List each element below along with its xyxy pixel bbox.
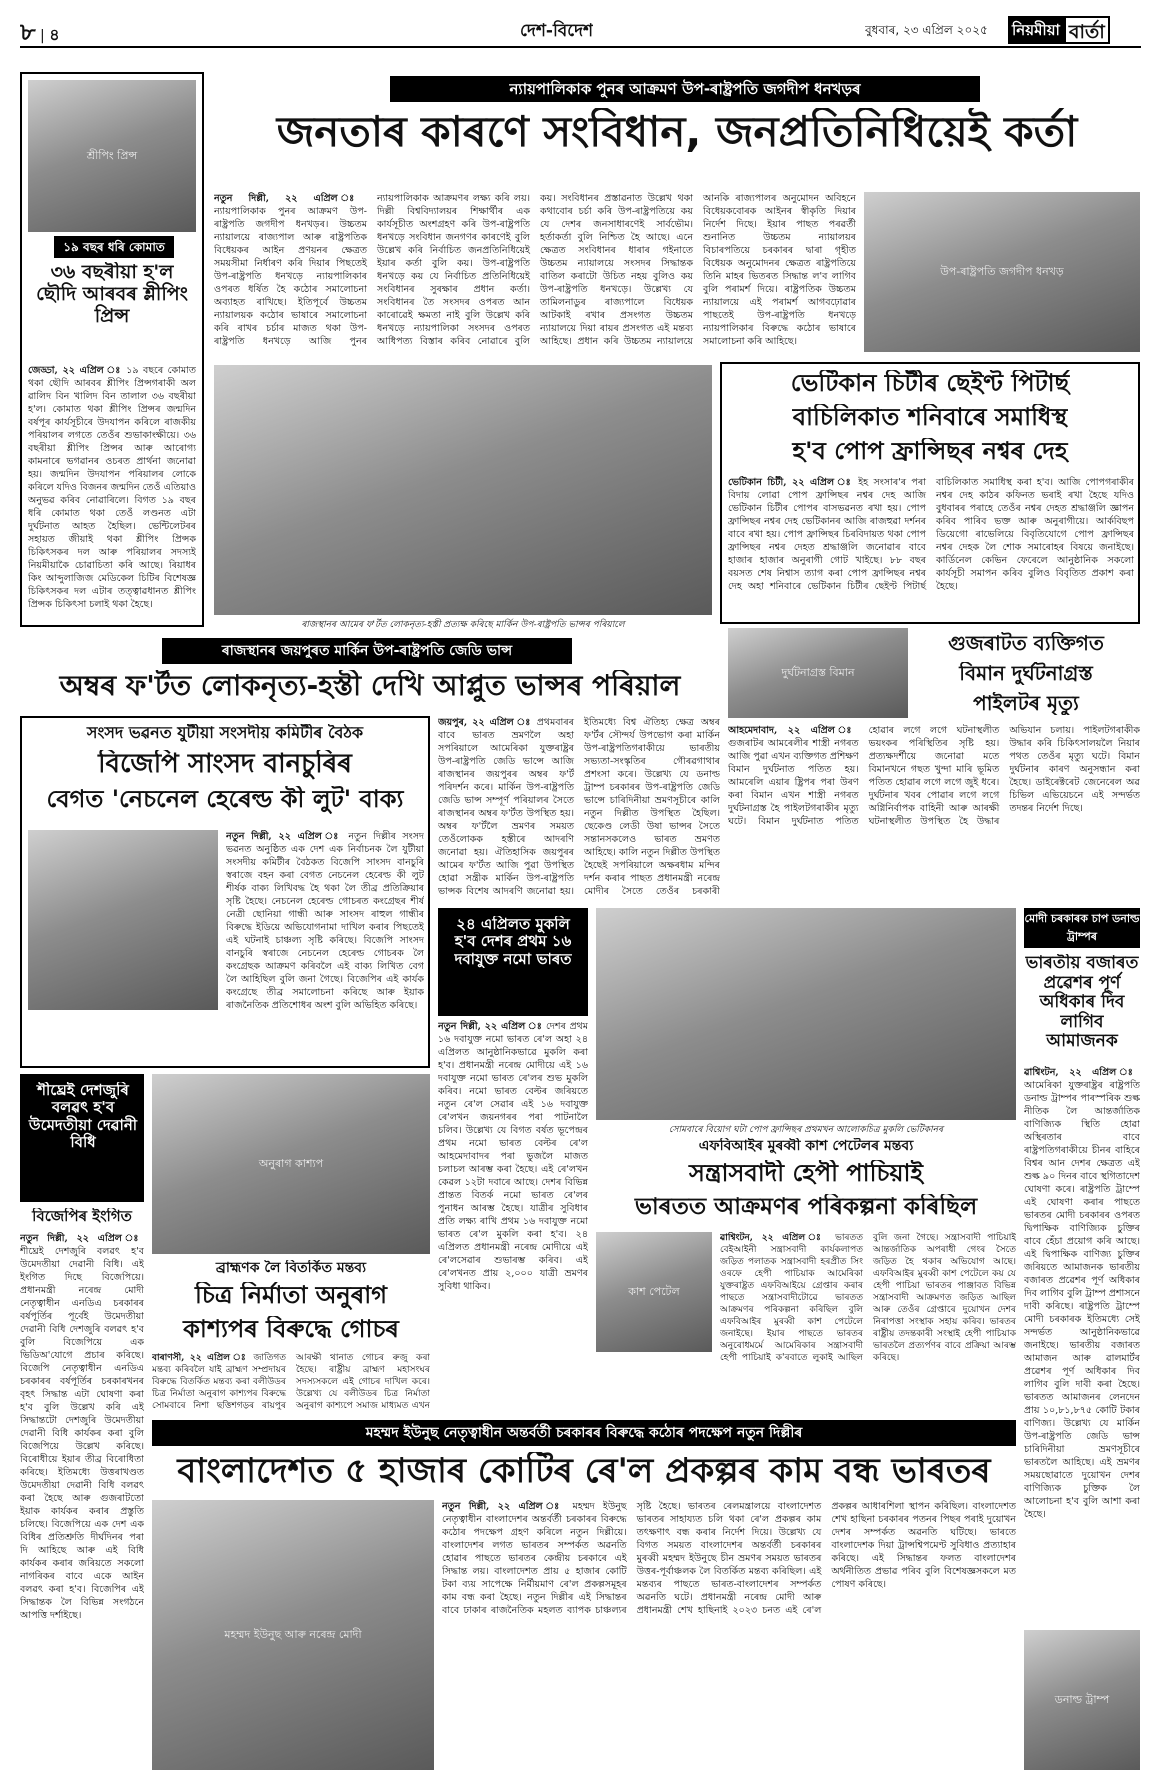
section-name: দেশ-বিদেশ [520,21,594,41]
bangladesh-photo [152,1500,434,1770]
top-body-text: ন্যায়পালিকাক পুনৰ আক্ৰমণ উপ-ৰাষ্ট্ৰপতি জগদীপ ধনখড়ৰ। উচ্চতম ন্যায়ালয়ে ৰাজ্যপাল আৰু ৰাষ্ট্ৰপতিক বিধেয়কৰ আইন প্ৰণয়নৰ ক্ষেত্ৰত সময়সীমা নিৰ্ধাৰণ কৰি দিয়াৰ পিছতেই উপ-ৰাষ্ট্ৰপতি ধনখড়ে ন্যায়পালিকাৰ ওপৰত ধৰ্ষিত হৈ কঠোৰ সমালোচনা অব্যাহত ৰাখিছে। ইতিপূৰ্বে উচ্চতম ন্যায়ালয়ক কঠোৰ ভাষাৰে সমালোচনা কৰি ৰাখৰ চৰ্চাৰ মাজত থকা উপ-ৰাষ্ট্ৰপতি ধনখড়ে আজি পুনৰ ন্যায়পালিকাক আক্ৰমণৰ লক্ষ্য কৰি লয়। দিল্লী বিশ্ববিদ্যালয়ৰ শিক্ষাৰ্থীৰ এক কাৰ্যসূচীত অংশগ্ৰহণ কৰি উপ-ৰাষ্ট্ৰপতি ধনখড়ে সংবিধান জনগণৰ কাৰণেই বুলি উল্লেখ কৰি নিৰ্বাচিত জনপ্ৰতিনিধিয়েই ইয়াৰ কৰ্তা বুলি কয়। উপ-ৰাষ্ট্ৰপতি ধনখড়ে কয় যে নিৰ্বাচিত প্ৰতিনিধিয়েই সংবিধানৰ সুৰক্ষাৰ প্ৰধান কৰ্তা। সংবিধানৰ তৈ সংসদৰ ওপৰত আন কাৰোৱেই ক্ষমতা নাই বুলি উল্লেখ কৰি ধনখড়ে ন্যায়পালিকা সংসদৰ ওপৰত আধিপত্য বিস্তাৰ কৰিব নোৱাৰে বুলি কয়। সংবিধানৰ প্ৰস্তাৱনাত উল্লেখ থকা কথাবোৰ চৰ্চা কৰি উপ-ৰাষ্ট্ৰপতিয়ে কয় যে দেশৰ জনসাধাৰণেই সাৰ্বভৌম। হৰ্তাকৰ্তা বুলি নিশ্চিত হৈ আছে। এনে ক্ষেত্ৰত সংবিধানৰ ধাৰাৰ গইনাতে উচ্চতম ন্যায়ালয়ে সংসদৰ সিদ্ধান্তক বাতিল কৰাটো উচিত নহয় বুলিও কয় উপ-ৰাষ্ট্ৰপতি ধনখড়ে। উল্লেখ্য যে তামিলনাডুৰ ৰাজ্যপালে বিধেয়ক আটকাই ৰখাৰ প্ৰসংগত উচ্চতম ন্যায়ালয়ে দিয়া ৰায়ৰ প্ৰসংগত এই মন্তব্য আহিছে। প্ৰধান কৰি উচ্চতম ন্যায়ালয়ে আনকি ৰাজ্যপালৰ অনুমোদন অবিহনে বিধেয়কবোৰক আইনৰ স্বীকৃতি দিয়াৰ নিৰ্দেশ দিছে। ইয়াৰ পাছত পৰৱৰ্তী শুনানিত উচ্চতম ন্যায়ালয়ৰ বিচাৰপতিয়ে চৰকাৰৰ দ্বাৰা গৃহীত বিধেয়ক অনুমোদনৰ ক্ষেত্ৰত ৰাষ্ট্ৰপতিয়ে তিনি মাহৰ ভিতৰত সিদ্ধান্ত ল'ব লাগিব বুলি পৰামৰ্শ দিয়ে। ৰাষ্ট্ৰপতিক উচ্চতম ন্যায়ালয়ে এই পৰামৰ্শ আগবঢ়োৱাৰ পাছতেই উপ-ৰাষ্ট্ৰপতি ধনখড়ে ন্যায়পালিকাৰ বিৰুদ্ধে কঠোৰ ভাষাৰে সমালোচনা কৰি আহিছে। [214,193,856,347]
crash-photo [728,628,908,718]
trump-body [1024,1066,1140,1626]
bangladesh-kicker: মহম্মদ ইউনুছ নেতৃত্বাধীন অন্তৰ্বৰ্তী চৰকাৰৰ বিৰুদ্ধে কঠোৰ পদক্ষেপ নতুন দিল্লীৰ [152,1420,1016,1446]
parliament-photo [28,830,218,1010]
anurag-body-text: জাতিগত মন্তব্য কৰিবলৈ যাই ব্ৰাহ্মণ সম্প্ৰদায়ৰ বিৰুদ্ধে বিতৰ্কিত মন্তব্য কৰা বলীউডৰ চিত্ৰ নিৰ্মাতা অনুৰাগ কাশ্যপৰ বিৰুদ্ধে সোমবাৰে নিশা ছত্তিশগড়ৰ ৰায়পুৰ আৰক্ষী থানাত গোচৰ ৰুজু কৰা হৈছে। ৰাষ্ট্ৰীয় ব্ৰাহ্মণ মহাসংঘৰ সদস্যসকলে এই গোচৰ দাখিল কৰে। উল্লেখ্য যে বলীউডৰ চিত্ৰ নিৰ্মাতা অনুৰাগ কাশ্যপে সমাজ মাধ্যমত এখন [152,1353,430,1411]
metro-kicker-box [438,908,588,1016]
top-kicker: ন্যায়পালিকাক পুনৰ আক্ৰমণ উপ-ৰাষ্ট্ৰপতি জগদীপ ধনখড়ৰ [390,76,980,102]
pope-body [728,476,1134,620]
ucc-subkicker: বিজেপিৰ ইংগিত [32,1208,132,1225]
fbi-headline-1: সন্ত্ৰাসবাদী হেপী পাচিয়াই [689,1160,923,1187]
crash-dateline: আহমেদাবাদ, ২২ এপ্ৰিল ঃ [728,725,859,736]
fbi-body [720,1232,1016,1372]
dhankhar-photo [864,192,1140,352]
coma-kicker: ১৯ বছৰ ধৰি কোমাত [54,236,174,258]
top-dateline: নতুন দিল্লী, ২২ এপ্ৰিল ঃ [214,193,367,204]
fbi-headline-2: ভাৰতত আক্ৰমণৰ পৰিকল্পনা কৰিছিল [634,1194,978,1220]
fbi-photo-label: কাশ পেটেল [628,1284,680,1298]
top-body [214,192,856,360]
masthead-logo [1008,16,1110,44]
anurag-headline-2: কাশ্যপৰ বিৰুদ্ধে গোচৰ [183,1316,399,1343]
page-number-sub: ৪ [49,25,60,44]
ucc-kicker: শীঘ্ৰেই দেশজুৰি বলৱৎ হ'ব উমেদতীয়া দেৱানী বিধি [28,1082,138,1151]
metro-body-text: দেশৰ প্ৰথম ১৬ দবাযুক্ত নমো ভাৰত ৰে'ল অহা ২৪ এপ্ৰিলত আনুষ্ঠানিকভাৱে মুকলি কৰা হ'ব। প্ৰধানমন্ত্ৰী নৰেন্দ্ৰ মোদীয়ে এই ১৬ দবাযুক্ত নমো ভাৰত ৰে'লৰ শুভ মুকলি কৰিব। নমো ভাৰত বেল্টৰ জৰিয়তে নতুন ৰে'ল সেৱাৰ এই ১৬ দবাযুক্ত ৰে'লখন জয়নগৰৰ পৰা পাটনালৈ চলিব। উল্লেখ্য যে বিগত বৰ্ষত ভূপেন্দ্ৰৰ প্ৰথম নমো ভাৰত বেল্টৰ ৰে'ল আহমেদাবাদৰ পৰা ভুজলৈ মাজত চলাচল আৰম্ভ কৰা হৈছে। এই ৰে'লখন কেৱল ১২টা দবাৰে আছে। দেশৰ বিভিন্ন প্ৰান্তত বিতৰ্ক নমো ভাৰত ৰে'লৰ পুনাধন আৰম্ভ হৈছে। যাত্ৰীৰ সুবিধাৰ প্ৰতি লক্ষ্য ৰাখি প্ৰথম ১৬ দবাযুক্ত নমো ভাৰত ৰে'ল মুকলি কৰা হ'ব। ২৪ এপ্ৰিলত প্ৰধানমন্ত্ৰী নৰেন্দ্ৰ মোদীয়ে এই ৰে'লসেৱাৰ শুভাৰম্ভ কৰিব। এই ৰে'লখনত প্ৰায় ২,০০০ যাত্ৰী ভ্ৰমণৰ সুবিধা থাকিব। [438,1021,588,1292]
jaipur-kicker: ৰাজস্থানৰ জয়পুৰত মাৰ্কিন উপ-ৰাষ্ট্ৰপতি জেডি ভান্স [162,638,572,664]
coma-headline: ৩৬ বছৰীয়া হ'ল ছৌদি আৰবৰ শ্লীপিং প্ৰিন্স [36,262,188,327]
pope-dateline: ভেটিকান চিটী, ২২ এপ্ৰিল ঃ [728,477,853,488]
anurag-photo [152,1074,430,1254]
masthead-right: বাৰ্তা [1064,16,1110,44]
pope-headline-2: বাচিলিকাত শনিবাৰে সমাধিস্থ [792,404,1068,431]
crash-body-text: গুজৰাটৰ আমৰেলীৰ শাস্ত্ৰী নগৰত আজি পুৱা এখন ব্যক্তিগত প্ৰশিক্ষণ বিমান দুৰ্ঘটনাত পতিত হয়। আমৰেলি এয়াৰ ষ্ট্ৰিপৰ পৰা উৰণ কৰা বিমান এখন শাস্ত্ৰী নগৰত দুৰ্ঘটনাগ্ৰস্ত হৈ পাইলটগৰাকীৰ মৃত্যু ঘটে। বিমান দুৰ্ঘটনাত পতিত হোৱাৰ লগে লগে ঘটনাস্থলীত ভয়ংকৰ পৰিস্থিতিৰ সৃষ্টি হয়। প্ৰত্যক্ষদৰ্শীয়ে জনোৱা মতে বিমানখনে গছত খুন্দা মাৰি ভূমিত পতিত হোৱাৰ লগে লগে জুই ধৰে। দুৰ্ঘটনাৰ খবৰ পোৱাৰ লগে লগে অগ্নিনিৰ্বাপক বাহিনী আৰু আৰক্ষী ঘটনাস্থলীত উপস্থিত হৈ উদ্ধাৰ অভিযান চলায়। পাইলটগৰাকীক উদ্ধাৰ কৰি চিকিৎসালয়লৈ নিয়াৰ পথত তেওঁৰ মৃত্যু ঘটে। বিমান দুৰ্ঘটনাৰ কাৰণ অনুসন্ধান কৰা হৈছে। ডাইৰেক্টৰেট জেনেৰেল অৱ চিভিল এভিয়েচনে এই সন্দৰ্ভত তদন্তৰ নিৰ্দেশ দিছে। [728,725,1140,827]
metro-body [438,1020,588,1372]
metro-kicker: ২৪ এপ্ৰিলত মুকলি হ'ব দেশৰ প্ৰথম ১৬ দবাযুক্ত নমো ভাৰত [454,916,572,968]
parliament-dateline: নতুন দিল্লী, ২২ এপ্ৰিল ঃ [226,831,342,842]
anurag-body [152,1352,430,1412]
ucc-body [20,1232,144,1772]
bangladesh-body-text: মহম্মদ ইউনুছ নেতৃত্বাধীন বাংলাদেশৰ অন্তৰ্বৰ্তী চৰকাৰৰ বিৰুদ্ধে কঠোৰ পদক্ষেপ গ্ৰহণ কৰিলে নতুন দিল্লীয়ে। বাংলাদেশৰ লগত ভাৰতৰ সম্পৰ্কত অৱনতি হোৱাৰ পাছতে ভাৰতৰ কেন্দ্ৰীয় চৰকাৰে এই সিদ্ধান্ত লয়। বাংলাদেশত প্ৰায় ৫ হাজাৰ কোটি টকা ব্যয় সাপেক্ষে নিৰ্মীয়মাণ ৰে'ল প্ৰকল্পসমূহৰ কাম বন্ধ কৰা হৈছে। নতুন দিল্লীৰ এই সিদ্ধান্তৰ বাবে ঢাকাৰ ৰাজনৈতিক মহলত ব্যাপক চাঞ্চল্যৰ সৃষ্টি হৈছে। ভাৰতৰ ৰেলমন্ত্ৰালয়ে বাংলাদেশত ভাৰতৰ সাহায্যত চলি থকা ৰে'ল প্ৰকল্পৰ কাম তৎক্ষণাৎ বন্ধ কৰাৰ নিৰ্দেশ দিয়ে। উল্লেখ্য যে বিগত সময়ত বাংলাদেশৰ অন্তৰ্বৰ্তী চৰকাৰৰ মুৰব্বী মহম্মদ ইউনুছে চীন ভ্ৰমণৰ সময়ত ভাৰতৰ উত্তৰ-পূৰ্বাঞ্চলক লৈ বিতৰ্কিত মন্তব্য কৰিছিল। এই মন্তব্যৰ পাছতে ভাৰত-বাংলাদেশৰ সম্পৰ্কত অৱনতি ঘটে। প্ৰধানমন্ত্ৰী নৰেন্দ্ৰ মোদী আৰু প্ৰধানমন্ত্ৰী শেখ হাছিনাই ২০২৩ চনত এই ৰে'ল প্ৰকল্পৰ আধাৰশিলা স্থাপন কৰিছিল। বাংলাদেশত শেখ হাছিনা চৰকাৰৰ পতনৰ পিছৰ পৰাই দুয়োখন দেশৰ সম্পৰ্কত অৱনতি ঘটিছে। ভাৰতে বাংলাদেশক দিয়া ট্ৰান্সশ্বিপমেণ্ট সুবিধাও প্ৰত্যাহাৰ কৰিছে। এই সিদ্ধান্তৰ ফলত বাংলাদেশৰ অৰ্থনীতিত প্ৰভাৱ পৰিব বুলি বিশেষজ্ঞসকলে মত পোষণ কৰিছে। [442,1501,1016,1616]
coma-body [28,364,196,622]
crash-headline-1: গুজৰাটত ব্যক্তিগত [948,632,1104,655]
crash-headline-3: পাইলটৰ মৃত্যু [973,692,1079,715]
coma-story [20,72,204,627]
ucc-dateline: নতুন দিল্লী, ২২ এপ্ৰিল ঃ [20,1233,144,1244]
anurag-kicker: ব্ৰাহ্মণক লৈ বিতৰ্কিত মন্তব্য [215,1260,367,1276]
jaipur-photo [214,365,712,615]
jaipur-caption: ৰাজস্থানৰ আমেৰ ফ'ৰ্টত লোকনৃত্য-হস্তী প্ৰত্যক্ষ কৰিছে মাৰ্কিন উপ-ৰাষ্ট্ৰপতি ভান্সৰ পৰিয়ালে [301,620,625,630]
bangladesh-dateline: নতুন দিল্লী, ২২ এপ্ৰিল ঃ [442,1501,565,1512]
trump-photo-label: ডনাল্ড ট্ৰাম্প [1054,1692,1110,1706]
coma-photo-label: শ্ৰীপিং প্ৰিন্স [86,148,138,162]
fbi-dateline: ৱাশ্বিংটন, ২২ এপ্ৰিল ঃ [720,1233,827,1243]
bangladesh-headline: বাংলাদেশত ৫ হাজাৰ কোটিৰ ৰে'ল প্ৰকল্পৰ কাম বন্ধ ভাৰতৰ [177,1452,991,1491]
masthead-left: নিয়মীয়া [1008,16,1064,44]
issue-date: বুধবাৰ, ২৩ এপ্ৰিল ২০২৫ [865,23,988,37]
dhankhar-photo-label: উপ-ৰাষ্ট্ৰপতি জগদীপ ধনখড় [940,264,1064,278]
parliament-story [20,716,430,1068]
trump-kicker: মোদী চৰকাৰক চাপ ডনাল্ড ট্ৰাম্পৰ [1024,908,1140,948]
pope-body-text: ইহ সংসাৰ'ৰ পৰা বিদায় লোৱা পোপ ফ্ৰান্সিছৰ নশ্বৰ দেহ আজি ভেটিকান চিটীৰ পোপৰ বাসভৱনত ৰখা হয়। পোপ ফ্ৰান্সিছৰ নশ্বৰ দেহ ভেটিকানৰ আজি ৰাজহুৱা দৰ্শনৰ বাবে ৰখা হয়। পোপ ফ্ৰান্সিছৰ চিৰবিদায়ত থকা পোপ ফ্ৰান্সিছৰ নশ্বৰ দেহত শ্ৰদ্ধাঞ্জলি জনোৱাৰ বাবে হাজাৰ হাজাৰ অনুৰাগী গোট খাইছে। ৮৮ বছৰ বয়সত শেষ নিশ্বাস ত্যাগ কৰা পোপ ফ্ৰান্সিছৰ নশ্বৰ দেহ অহা শনিবাৰে ভেটিকান চিটীৰ ছেইণ্ট পিটাৰ্ছ বাচিলিকাত সমাধিস্থ কৰা হ'ব। আজি পোপগৰাকীৰ নশ্বৰ দেহ কাঠৰ কফিনত ভৰাই ৰখা হৈছে যদিও বুধবাৰৰ পৰাহে তেওঁৰ নশ্বৰ দেহত শ্ৰদ্ধাঞ্জলি জ্ঞাপন কৰিব পাৰিব ভক্ত আৰু অনুৰাগীয়ে। আৰ্কবিছপ ডিয়েগো ৰাভেলিয়ে বিবৃতিযোগে পোপ ফ্ৰান্সিছৰ নশ্বৰ দেহক লৈ শোক সমাৰোহৰ বিষয়ে জনাইছে। কাৰ্ডিনেল কেভিন ফেৰেলে আনুষ্ঠানিক সকলো কাৰ্যসূচী সমাপন কৰিব বুলিও বিবৃতিত প্ৰকাশ কৰা হৈছে। [728,477,1134,592]
trump-dateline: ৱাশ্বিংটন, ২২ এপ্ৰিল ঃ [1024,1067,1140,1078]
pope-headline-1: ভেটিকান চিটীৰ ছেইণ্ট পিটাৰ্ছ [790,370,1070,397]
parliament-body [226,830,424,1064]
parliament-body-text: নতুন দিল্লীৰ সংসদ ভৱনত অনুষ্ঠিত এক দেশ এক নিৰ্বাচনক লৈ যুটীয়া সংসদীয় কমিটীৰ বৈঠকত বিজেপি সাংসদ বানচুৰি স্বৰাজে বহন কৰা বেগত নেচনেল হেৰেল্ড কী লুট শীৰ্ষক বাক্য লিখিবদ্ধ হৈ থকা লৈ তীব্ৰ প্ৰতিক্ৰিয়াৰ সৃষ্টি হৈছে। নেচনেল হেৰেল্ড গোচৰত কংগ্ৰেছৰ শীৰ্ষ নেত্ৰী ছোনিয়া গান্ধী আৰু সাংসদ ৰাহুল গান্ধীৰ বিৰুদ্ধে ইডিয়ে অভিযোগনামা দাখিল কৰাৰ পিছতেই এই ঘটনাই চাঞ্চল্য সৃষ্টি কৰিছে। বিজেপি সাংসদ বানচুৰি স্বৰাজে নেচনেল হেৰেল্ড গোচৰক লৈ কংগ্ৰেছক আক্ৰমণ কৰিবলৈ এই বাক্য লিখিত বেগ লৈ আহিছিল বুলি জনা গৈছে। বিজেপিৰ এই কাৰ্যক কংগ্ৰেছে তীব্ৰ সমালোচনা কৰিছে আৰু ইয়াক ৰাজনৈতিক প্ৰতিশোধৰ অংশ বুলি অভিহিত কৰিছে। [226,831,424,1011]
coma-photo [28,80,196,232]
trump-photo [1024,1630,1140,1770]
top-headline: জনতাৰ কাৰণে সংবিধান, জনপ্ৰতিনিধিয়েই কৰ্তা [276,108,1078,156]
pope-photo-caption: সোমবাৰে বিয়োগ ঘটা পোপ ফ্ৰান্সিছৰ প্ৰথমখন আলোকচিত্ৰ মুকলি ভেটিকানৰ [668,1125,944,1135]
fbi-body-text: ভাৰতত বেইআইনী সন্ত্ৰাসবাদী কাৰ্যকলাপত জড়িত পলাতক সন্ত্ৰাসবাদী হৰপ্ৰীত সিং ওৰফে হেপী পাচিয়াক আমেৰিকা যুক্তৰাষ্ট্ৰত এফবিআইয়ে গ্ৰেপ্তাৰ কৰাৰ পাছতে সন্ত্ৰাসবাদীটোৱে ভাৰতত আক্ৰমণৰ পৰিকল্পনা কৰিছিল বুলি এফবিআইৰ মুৰব্বী কাশ পেটেলে জনাইছে। ইয়াৰ পাছতে ভাৰতৰ অনুৰোধমৰ্মে আমেৰিকাৰ সন্ত্ৰাসবাদী হেপী পাচিয়াই ক'ৰবাতে লুকাই আছিল বুলি জনা গৈছে। সন্ত্ৰাসবাদী পাচিয়াই আন্তৰ্জাতিক অপৰাধী গেংৰ সৈতে জড়িত হৈ থকাৰ অভিযোগ আছে। এফবিআইৰ মুৰব্বী কাশ পেটেলে কয় যে হেপী পাচিয়া ভাৰতৰ পাঞ্জাবত বিভিন্ন সন্ত্ৰাসবাদী আক্ৰমণত জড়িত আছিল আৰু তেওঁৰ গ্ৰেপ্তাৰে দুয়োখন দেশৰ নিৰাপত্তা সংস্থাক সহায় কৰিব। ভাৰতৰ ৰাষ্ট্ৰীয় তদন্তকাৰী সংস্থাই হেপী পাচিয়াক ভাৰতলৈ প্ৰত্যৰ্পণৰ বাবে প্ৰক্ৰিয়া আৰম্ভ কৰিছে। [720,1233,1016,1363]
page-number-main: ৮ [20,18,36,46]
anurag-headline-1: চিত্ৰ নিৰ্মাতা অনুৰাগ [195,1282,387,1309]
crash-photo-label: দুৰ্ঘটনাগ্ৰস্ত বিমান [781,665,855,679]
parliament-kicker: সংসদ ভৱনত যুটীয়া সংসদীয় কমিটীৰ বৈঠক [86,724,364,742]
trump-body-text: আমেৰিকা যুক্তৰাষ্ট্ৰৰ ৰাষ্ট্ৰপতি ডনাল্ড ট্ৰাম্পৰ পাৰস্পৰিক শুল্ক নীতিক লৈ আন্তৰ্জাতিক বাণিজ্যিক স্থিতি হোৱা অস্থিৰতাৰ বাবে ৰাষ্ট্ৰপতিগৰাকীয়ে চীনৰ বাহিৰে বিশ্বৰ আন দেশৰ ক্ষেত্ৰত এই শুল্ক ৯০ দিনৰ বাবে স্থগিতাদেশ ঘোষণা কৰে। ৰাষ্ট্ৰপতি ট্ৰাম্পে এই ঘোষণা কৰাৰ পাছতে ভাৰতৰ মোদী চৰকাৰৰ ওপৰত দ্বিপাক্ষিক বাণিজ্যিক চুক্তিৰ বাবে হেঁচা প্ৰয়োগ কৰি আছে। এই দ্বিপাক্ষিক বাণিজ্য চুক্তিৰ জৰিয়তে আমাজনক ভাৰতীয় বজাৰত প্ৰৱেশৰ পূৰ্ণ অধিকাৰ দিব লাগিব বুলি ট্ৰাম্প প্ৰশাসনে দাবী কৰিছে। ৰাষ্ট্ৰপতি ট্ৰাম্পে মোদী চৰকাৰক ইতিমধ্যে সেই সন্দৰ্ভত আনুষ্ঠানিকভাৱে জনাইছে। ভাৰতীয় বজাৰত আমাজন আৰু ৱালমাৰ্টৰ প্ৰৱেশৰ পূৰ্ণ অধিকাৰ দিব লাগিব বুলি দাবী কৰা হৈছে। ভাৰতত আমাজনৰ লেনদেন প্ৰায় ১০,৮১,৮৭৫ কোটি টকাৰ বাণিজ্য। উল্লেখ্য যে মাৰ্কিন উপ-ৰাষ্ট্ৰপতি জেডি ভান্স চাৰিদিনীয়া ভ্ৰমণসূচীৰে ভাৰতলৈ আহিছে। এই ভ্ৰমণৰ সময়ছোৱাতে দুয়োখন দেশৰ বাণিজ্যিক চুক্তিক লৈ আলোচনা হ'ব বুলি আশা কৰা হৈছে। [1024,1080,1140,1520]
jaipur-body-text: প্ৰথমবাৰৰ বাবে ভাৰত ভ্ৰমণলৈ অহা সপৰিয়ালে আমেৰিকা যুক্তৰাষ্ট্ৰৰ উপ-ৰাষ্ট্ৰপতি জেডি ভান্সে আজি ৰাজস্থানৰ জয়পুৰৰ অম্বৰ ফ'ৰ্ট পৰিদৰ্শন কৰে। মাৰ্কিন উপ-ৰাষ্ট্ৰপতি জেডি ভান্স সম্পূৰ্ণ পৰিয়ালৰ সৈতে ৰাজস্থানৰ অম্বৰ ফ'ৰ্টত উপস্থিত হয়। অম্বৰ ফ'ৰ্টলৈ ভ্ৰমণৰ সময়ত তেওঁলোকক হস্তীৰে আদৰণি জনোৱা হয়। ঐতিহাসিক জয়পুৰৰ আমেৰ ফ'ৰ্টত আজি পুৱা উপস্থিত হোৱা সন্ত্ৰীক মাৰ্কিন উপ-ৰাষ্ট্ৰপতি ভান্সক বিশেষ আদৰণি জনোৱা হয়। ইতিমধ্যে বিশ্ব ঐতিহ্য ক্ষেত্ৰ অম্বৰ ফ'ৰ্টৰ সৌন্দৰ্য উপভোগ কৰা মাৰ্কিন উপ-ৰাষ্ট্ৰপতিগৰাকীয়ে ভাৰতীয় সভ্যতা-সংস্কৃতিৰ গৌৰৱগাথাৰ প্ৰশংসা কৰে। উল্লেখ্য যে ডনাল্ড ট্ৰাম্প চৰকাৰৰ উপ-ৰাষ্ট্ৰপতি জেডি ভান্সে চাৰিদিনীয়া ভ্ৰমণসূচীৰে কালি নতুন দিল্লীত উপস্থিত হৈছিল। ছেকেণ্ড লেডী উষা ভান্সৰ সৈতে সন্তানসকলেও ভাৰত ভ্ৰমণত আহিছে। কালি নতুন দিল্লীত উপস্থিত হৈছেই সপৰিয়ালে অক্ষৰধাম মন্দিৰ দৰ্শন কৰাৰ পাছত প্ৰধানমন্ত্ৰী নৰেন্দ্ৰ মোদীৰ সৈতে তেওঁৰ চৰকাৰী [438,717,720,897]
pope-headline-3: হ'ব পোপ ফ্ৰান্সিছৰ নশ্বৰ দেহ [792,438,1068,465]
parliament-headline-1: বিজেপি সাংসদ বানচুৰিৰ [98,750,352,779]
parliament-headline-2: বেগত 'নেচনেল হেৰেল্ড কী লুট' বাক্য [46,786,404,813]
anurag-photo-label: অনুৰাগ কাশ্যপ [258,1156,324,1170]
bangladesh-body [442,1500,1016,1770]
jaipur-body [438,716,720,902]
crash-headline-2: বিমান দুৰ্ঘটনাগ্ৰস্ত [959,662,1093,685]
jaipur-headline: অম্বৰ ফ'ৰ্টত লোকনৃত্য-হস্তী দেখি আপ্লুত ভান্সৰ পৰিয়াল [59,670,681,702]
jaipur-dateline: জয়পুৰ, ২২ এপ্ৰিল ঃ [438,717,532,728]
ucc-body-text: শীঘ্ৰেই দেশজুৰি বলৱৎ হ'ব উমেদতীয়া দেৱানী বিধি। এই ইংগিত দিছে বিজেপিয়ে। প্ৰধানমন্ত্ৰী নৰেন্দ্ৰ মোদী নেতৃত্বাধীন এনডিএ চৰকাৰৰ বৰ্ষপূৰ্তিৰ পূৰ্বেই উমেদতীয়া দেৱানী বিধি দেশজুৰি বলৱৎ হ'ব বুলি বিজেপিয়ে এক ভিডিঅ'যোগে প্ৰচাৰ কৰিছে। বিজেপি নেতৃত্বাধীন এনডিএ চৰকাৰৰ বৰ্ষপূৰ্তিৰ চৰকাৰখনৰ বৃহৎ সিদ্ধান্ত এটা ঘোষণা কৰা হ'ব বুলি উল্লেখ কৰি এই সিদ্ধান্তটো দেশজুৰি উমেদতীয়া দেৱানী বিধি কাৰ্যকৰ কৰা বুলি বিজেপিয়ে উল্লেখ কৰিছে। বিৰোধীয়ে ইয়াৰ তীব্ৰ বিৰোধিতা কৰিছে। ইতিমধ্যে উত্তৰাখণ্ডত উমেদতীয়া দেৱানী বিধি বলৱৎ কৰা হৈছে আৰু গুজৰাটতো ইয়াক কাৰ্যকৰ কৰাৰ প্ৰস্তুতি চলিছে। বিজেপিয়ে এক দেশ এক বিধিৰ প্ৰতিশ্ৰুতি দীৰ্ঘদিনৰ পৰা দি আহিছে আৰু এই বিধি কাৰ্যকৰ কৰাৰ জৰিয়তে সকলো নাগৰিকৰ বাবে একে আইন বলৱৎ কৰা হ'ব। বিজেপিৰ এই সিদ্ধান্তক লৈ বিভিন্ন সংগঠনে আপত্তি দৰ্শাইছে। [20,1246,144,1621]
page-number: ৮ | ৪ [20,18,60,46]
coma-dateline: জেড্ডা, ২২ এপ্ৰিল ঃ [28,365,122,376]
crash-body [728,724,1140,902]
ucc-kicker-box [20,1074,144,1202]
coma-body-text: ১৯ বছৰে কোমাত থকা ছৌদি আৰবৰ শ্লীপিং প্ৰিন্সগৰাকী অল ৱালিদ বিন খালিদ বিন তালাল ৩৬ বছৰীয়া হ'ল। কোমাত থকা শ্লীপিং প্ৰিন্সৰ জন্মদিন বৰ্ষপূৰ কাৰ্যসূচীৰে উদযাপন কৰিলে ৰাজকীয় পৰিয়ালৰ লগতে তেওঁৰ শুভাকাংক্ষীয়ে। ৩৬ বছৰীয়া শ্লীপিং প্ৰিন্সৰ আৰু আৰোগ্য কামনাৰে ভগৱানৰ ওচৰত প্ৰাৰ্থনা জনোৱা হয়। জন্মদিন উদযাপন পৰিয়ালৰ লোকে কৰিলে যদিও বিজনৰ জন্মদিন তেওঁ এতিয়াও অনুভৱ কৰিব নোৱাৰিলে। বিগত ১৯ বছৰ ধৰি কোমাত থকা তেওঁ লণ্ডনত এটা দুৰ্ঘটনাত আহত হৈছিল। ভেন্টিলেটৰৰ সহায়ত জীয়াই থকা শ্লীপিং প্ৰিন্সক চিকিৎসকৰ দল আৰু পৰিয়ালৰ সদস্যই নিয়মীয়াকৈ চোৱাচিতা কৰি আছে। ৰিয়াধৰ কিং আব্দুলাজিজ মেডিকেল চিটিৰ বিশেষজ্ঞ চিকিৎসকৰ দল এটাৰ তত্ত্বাৱধানত শ্লীপিং প্ৰিন্সক চিকিৎসা চলাই থকা হৈছে। [28,365,196,610]
fbi-kicker: এফবিআইৰ মুৰব্বী কাশ পেটেলৰ মন্তব্য [698,1138,914,1154]
page-header [20,14,1141,48]
fbi-photo [596,1232,712,1352]
trump-headline: ভাৰতীয় বজাৰত প্ৰৱেশৰ পূৰ্ণ অধিকাৰ দিব লাগিব আমাজনক [1025,954,1139,1052]
anurag-dateline: বাৰাণসী, ২২ এপ্ৰিল ঃ [152,1353,249,1363]
pope-story [720,362,1140,624]
pope-photo [596,908,1016,1120]
bangladesh-photo-label: মহম্মদ ইউনুছ আৰু নৰেন্দ্ৰ মোদী [224,1627,362,1641]
metro-dateline: নতুন দিল্লী, ২২ এপ্ৰিল ঃ [438,1021,543,1032]
